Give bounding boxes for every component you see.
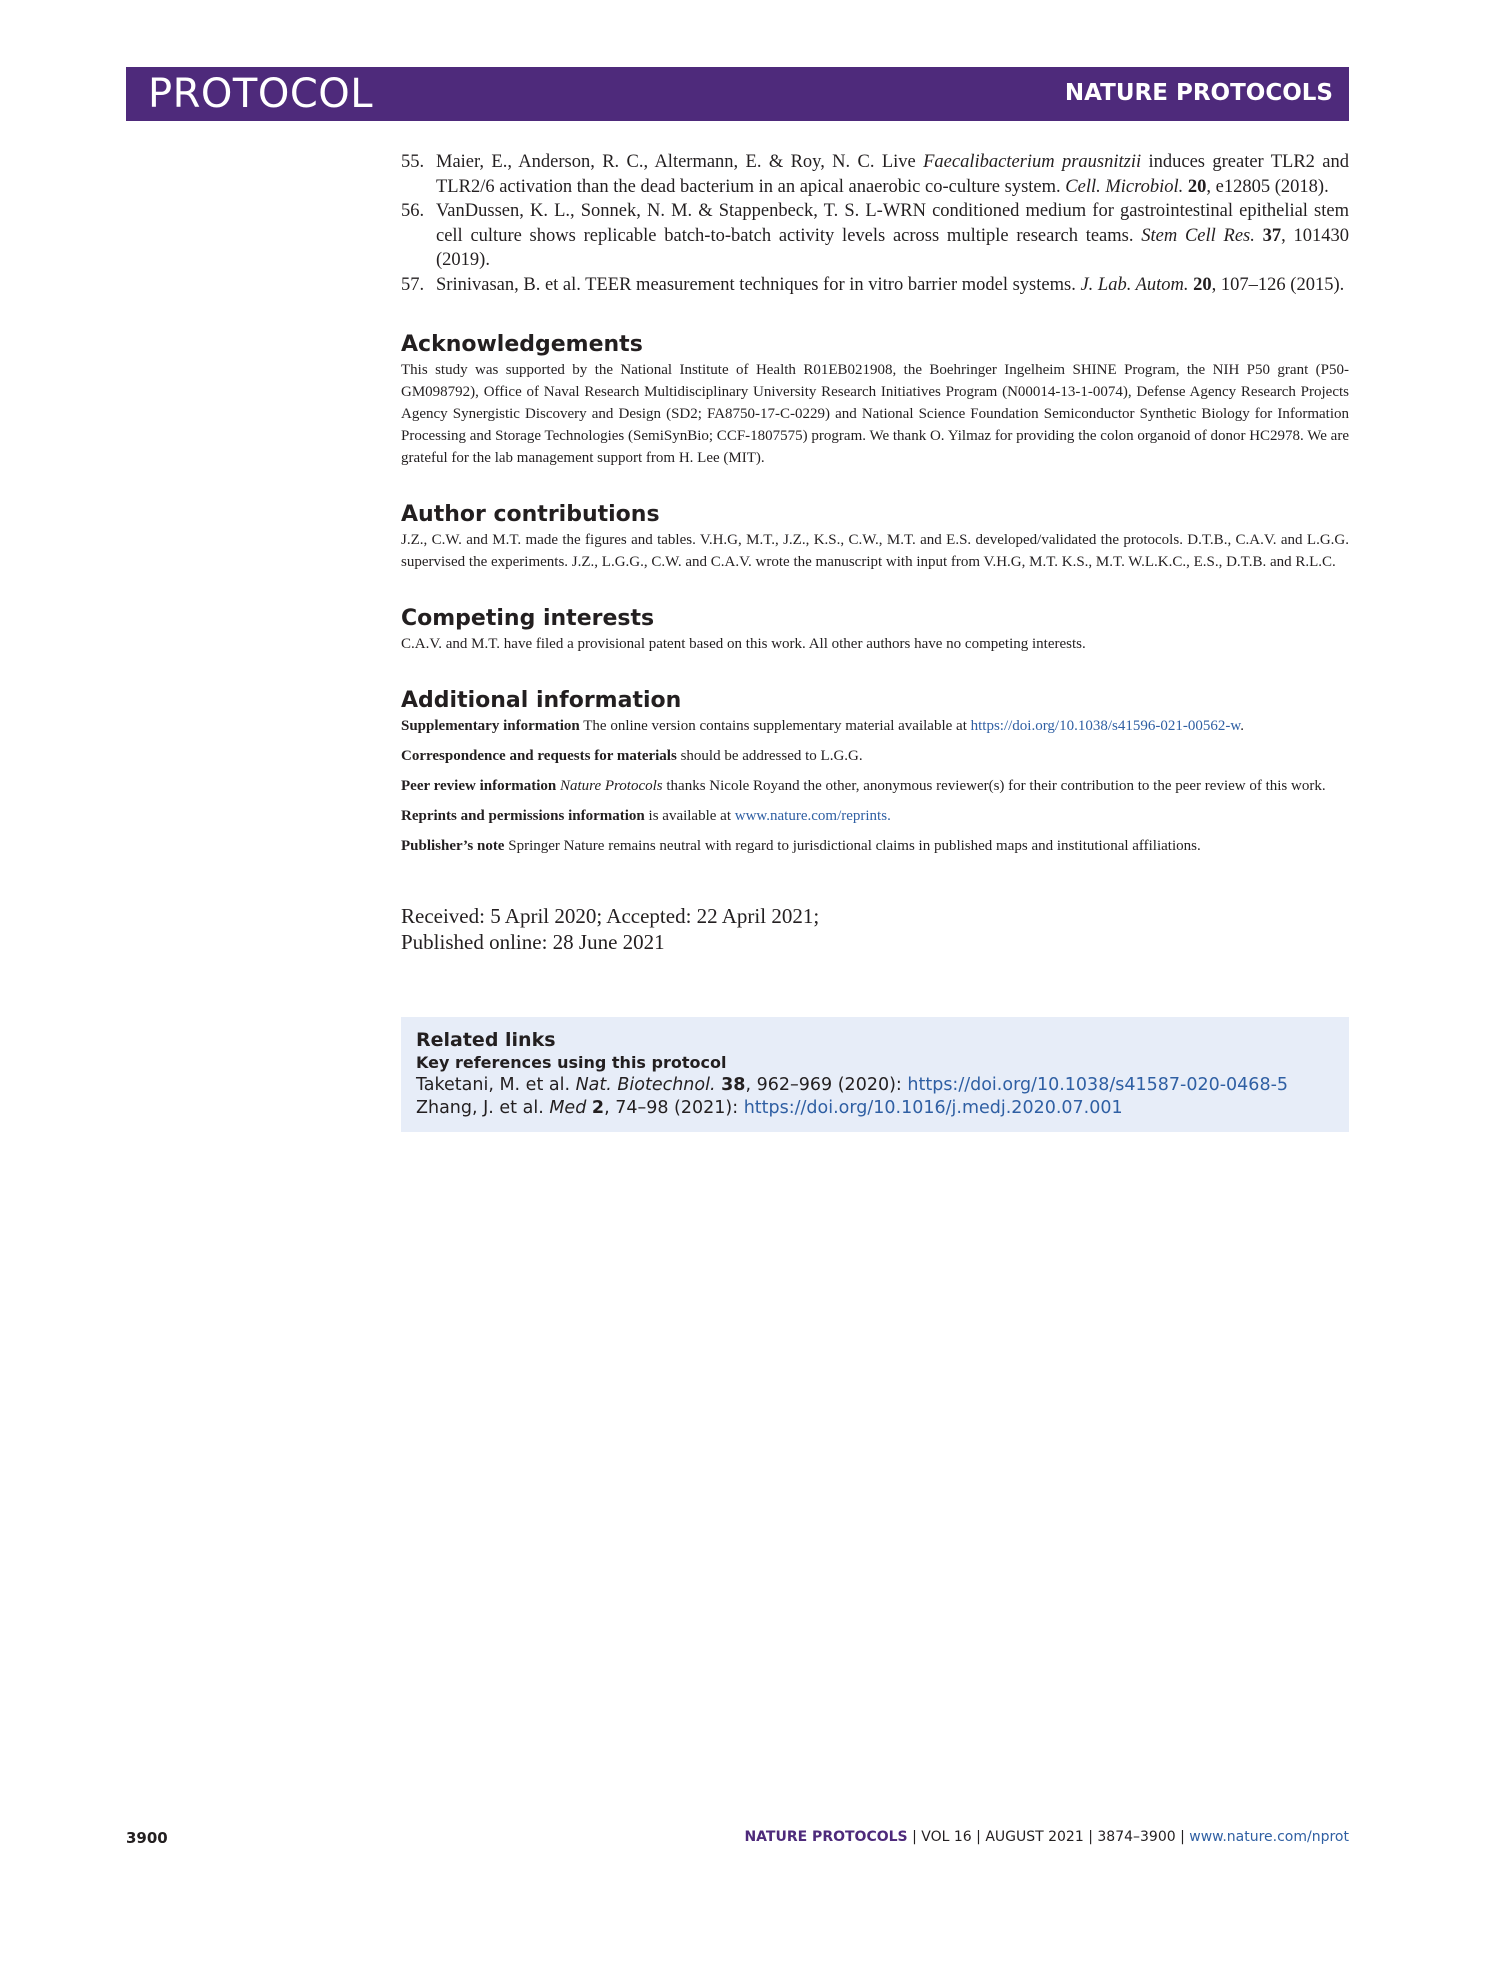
supplementary-information: Supplementary information The online version contains supplementary material available at https://doi.org/10.1038/s41596-021-00562-w. [401, 718, 1244, 734]
reference-journal: Cell. Microbiol. [1065, 176, 1184, 197]
competing-interests-text: C.A.V. and M.T. have filed a provisional patent based on this work. All other authors have no competing interests. [401, 636, 1086, 652]
header-bar [126, 67, 1349, 121]
reference-item [401, 150, 1349, 199]
related-links-box [401, 1017, 1349, 1132]
reference-number: 57. [401, 274, 425, 295]
footer-separator: | [1083, 1829, 1098, 1845]
competing-interests-heading: Competing interests [401, 606, 655, 631]
reference-volume: 37 [1262, 225, 1282, 246]
reference-species: Faecalibacterium prausnitzii [923, 152, 1142, 172]
acknowledgements-text: This study was supported by the National Institute of Health R01EB021908, the Boehringer Ingelheim SHINE Program, the NIH P50 grant (P50-GM098792), Office of Naval Research Multidisciplinary University Research Initiatives Program (N00014-13-1-0074), Defense Agency Research Projects Agency Synergistic Discovery and Design (SD2; FA8750-17-C-0229) and National Science Foundation Semiconductor Synthetic Biology for Information Processing and Storage Technologies (SemiSynBio; CCF-1807575) program. We thank O. Yilmaz for providing the colon organoid of donor HC2978. We are grateful for the lab management support from H. Lee (MIT). [401, 362, 1349, 466]
related-journal: Med [549, 1098, 587, 1118]
correspondence [401, 745, 1349, 767]
published-online-date: Published online: 28 June 2021 [401, 930, 665, 954]
related-links-title: Related links [416, 1029, 556, 1051]
related-links-subtitle: Key references using this protocol [416, 1053, 727, 1072]
footer-citation [744, 1829, 1349, 1845]
page-number: 3900 [126, 1829, 168, 1847]
supplementary-link[interactable]: https://doi.org/10.1038/s41596-021-00562-w [970, 718, 1241, 734]
reference-list [401, 150, 1349, 297]
reference-number: 56. [401, 201, 425, 221]
peer-review-information [401, 775, 1349, 797]
related-link[interactable]: https://doi.org/10.1038/s41587-020-0468-5 [907, 1075, 1289, 1095]
reference-tail: , e12805 (2018). [1206, 176, 1329, 197]
correspondence-label: Correspondence and requests for materials [401, 748, 677, 764]
reference-text: VanDussen, K. L., Sonnek, N. M. & Stappenbeck, T. S. L-WRN conditioned medium for gastrointestinal epithelial stem cell culture shows replicable batch-to-batch activity levels across multiple research teams. [436, 201, 1349, 246]
reference-number: 55. [401, 152, 425, 172]
related-journal: Nat. Biotechnol. [575, 1075, 716, 1095]
related-authors: Zhang, J. et al. [416, 1098, 550, 1118]
reference-text: induces greater TLR2 and TLR2/6 activation than the dead bacterium in an apical anaerobic co-culture system. [436, 152, 1349, 197]
peer-review-journal: Nature Protocols [559, 778, 663, 794]
correspondence-text: should be addressed to L.G.G. [676, 748, 863, 764]
reprints-label: Reprints and permissions information [401, 808, 645, 824]
footer-date: AUGUST 2021 [985, 1829, 1084, 1845]
additional-information-heading: Additional information [401, 688, 682, 713]
publisher-note [401, 835, 1349, 857]
related-link-item [416, 1097, 1334, 1120]
footer-separator: | [907, 1829, 922, 1845]
reference-text: Srinivasan, B. et al. TEER measurement techniques for in vitro barrier model systems. [436, 274, 1081, 295]
reference-tail: , 101430 (2019). [436, 225, 1349, 270]
reference-text: Maier, E., Anderson, R. C., Altermann, E. & Roy, N. C. Live [436, 152, 924, 172]
footer-separator: | [1175, 1829, 1190, 1845]
author-contributions-heading: Author contributions [401, 502, 660, 527]
section-label: PROTOCOL [148, 71, 374, 117]
related-volume: 38 [721, 1075, 746, 1095]
related-pages: , 74–98 (2021): [604, 1098, 744, 1118]
publisher-note-label: Publisher’s note [401, 838, 505, 854]
supplementary-text: The online version contains supplementary material available at [579, 718, 971, 734]
reprints-information [401, 805, 1349, 827]
related-link-item [416, 1074, 1334, 1097]
related-volume: 2 [591, 1098, 605, 1118]
supplementary-label: Supplementary information [401, 718, 580, 734]
reference-item [401, 273, 1349, 298]
received-accepted-dates: Received: 5 April 2020; Accepted: 22 April 2021; [401, 904, 820, 928]
peer-review-label: Peer review information [401, 778, 557, 794]
footer-url[interactable]: www.nature.com/nprot [1189, 1829, 1349, 1845]
publisher-note-text: Springer Nature remains neutral with regard to jurisdictional claims in published maps and institutional affiliations. [504, 838, 1201, 854]
peer-review-text: thanks Nicole Royand the other, anonymous reviewer(s) for their contribution to the peer review of this work. [662, 778, 1326, 794]
author-contributions-text: J.Z., C.W. and M.T. made the figures and tables. V.H.G, M.T., J.Z., K.S., C.W., M.T. and E.S. developed/validated the protocols. D.T.B., C.A.V. and L.G.G. supervised the experiments. J.Z., L.G.G., C.W. and C.A.V. wrote the manuscript with input from V.H.G, M.T. K.S., M.T. W.L.K.C., E.S., D.T.B. and R.L.C. [401, 532, 1349, 570]
reference-volume: 20 [1193, 274, 1212, 295]
reference-item [401, 199, 1349, 273]
reprints-link[interactable]: www.nature.com/reprints. [734, 808, 891, 824]
reference-tail: , 107–126 (2015). [1211, 274, 1345, 295]
main-content [401, 150, 1349, 1132]
acknowledgements-heading: Acknowledgements [401, 332, 643, 357]
related-authors: Taketani, M. et al. [416, 1075, 576, 1095]
related-link[interactable]: https://doi.org/10.1016/j.medj.2020.07.001 [743, 1098, 1123, 1118]
reprints-text: is available at [644, 808, 735, 824]
footer-pages: 3874–3900 [1097, 1829, 1176, 1845]
footer-separator: | [971, 1829, 986, 1845]
reference-volume: 20 [1187, 176, 1207, 197]
footer-volume: VOL 16 [921, 1829, 972, 1845]
footer-journal: NATURE PROTOCOLS [744, 1829, 908, 1845]
related-pages: , 962–969 (2020): [745, 1075, 908, 1095]
reference-journal: J. Lab. Autom. [1080, 274, 1189, 295]
reference-journal: Stem Cell Res. [1141, 225, 1255, 246]
journal-name: NATURE PROTOCOLS [1064, 80, 1333, 106]
